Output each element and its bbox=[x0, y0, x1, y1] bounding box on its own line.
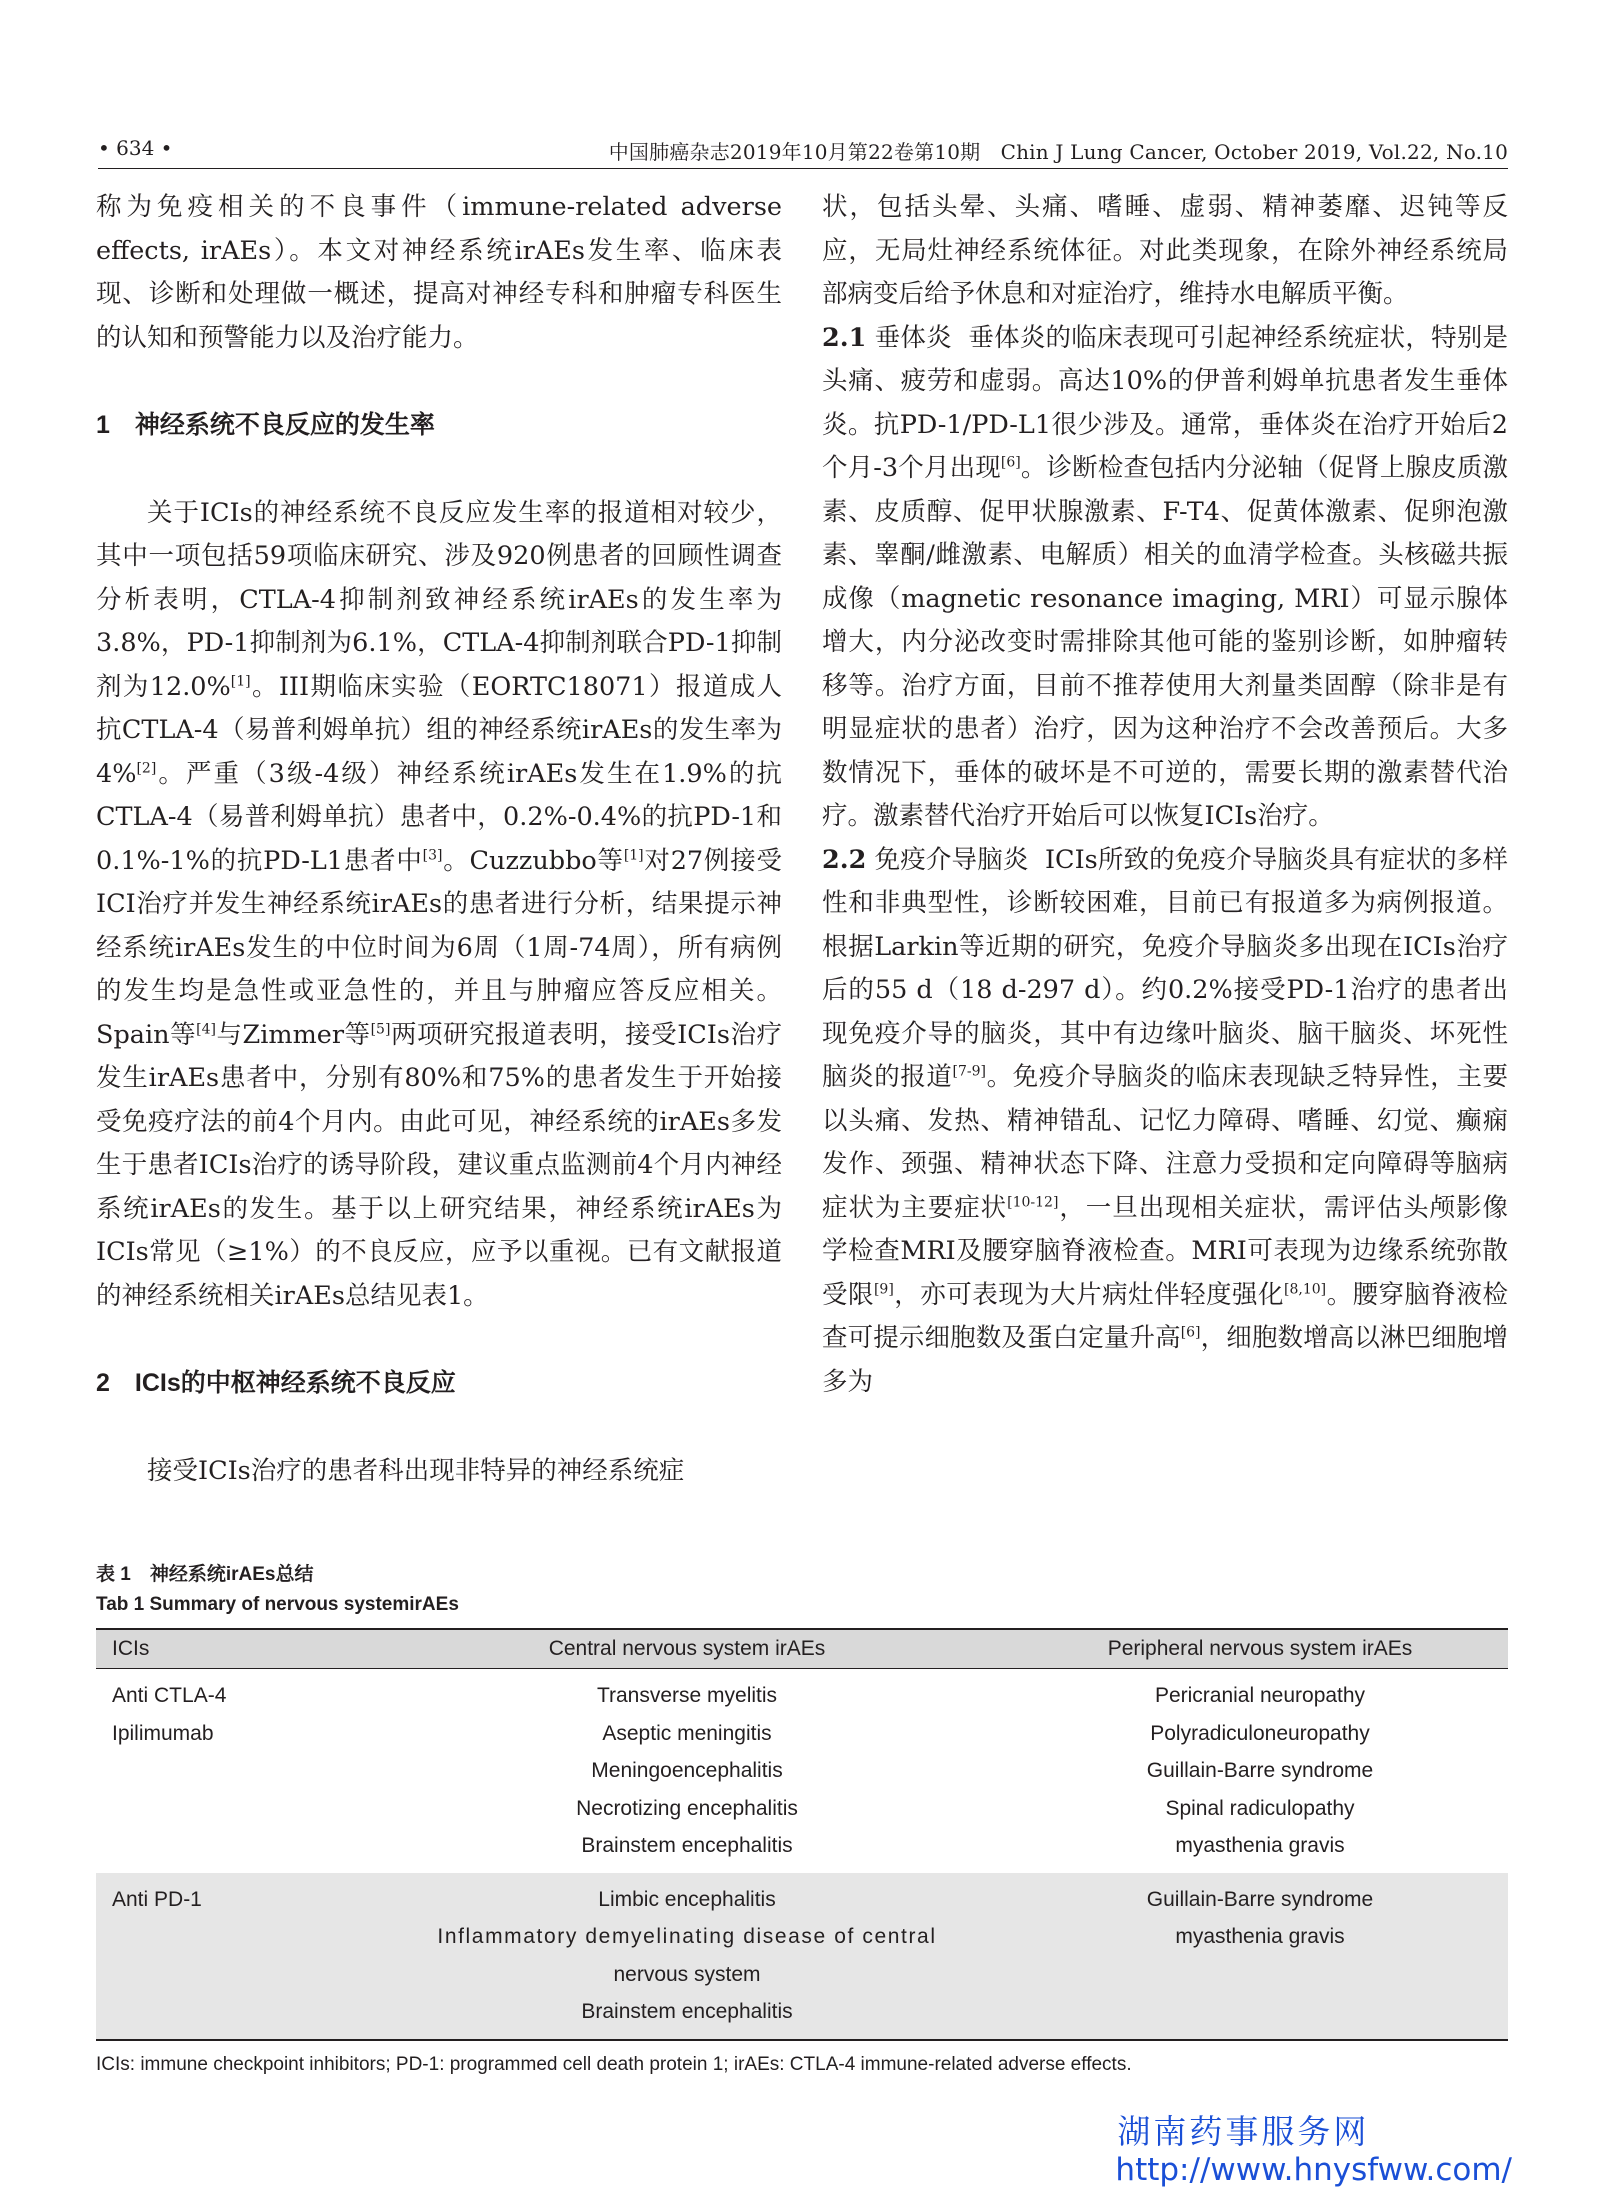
header-icis: ICIs bbox=[112, 1637, 150, 1660]
subsection-number: 2.1 bbox=[822, 322, 867, 353]
right-column bbox=[822, 186, 1508, 1404]
journal-citation: 中国肺癌杂志2019年10月第22卷第10期 Chin J Lung Cancer, October 2019, Vol.22, No.10 bbox=[608, 140, 1508, 164]
section-2-paragraph: 接受ICIs治疗的患者科出现非特异的神经系统症 bbox=[147, 1455, 685, 1486]
citation-ref[interactable]: [1] bbox=[230, 673, 251, 689]
watermark-site-name: 湖南药事服务网 bbox=[1117, 2112, 1370, 2151]
summary-table bbox=[96, 1628, 1508, 2041]
intro-paragraph: 称为免疫相关的不良事件（immune-related adverse effects, irAEs）。本文对神经系统irAEs发生率、临床表现、诊断和处理做一概述，提高对神经专科和肿瘤专科医生的认知和预警能力以及治疗能力。 bbox=[96, 192, 782, 353]
table-footnote: ICIs: immune checkpoint inhibitors; PD-1: programmed cell death protein 1; irAEs: CTLA-4 immune-related adverse effects. bbox=[96, 2053, 1132, 2075]
citation-ref[interactable]: [6] bbox=[1000, 454, 1021, 471]
citation-ref[interactable]: [6] bbox=[1180, 1324, 1201, 1341]
citation-ref[interactable]: [4] bbox=[196, 1021, 216, 1037]
table-header-row bbox=[96, 1629, 1508, 1669]
citation-ref[interactable]: [7-9] bbox=[952, 1063, 986, 1080]
icis-cell: Anti PD-1 bbox=[112, 1887, 202, 1911]
table-row bbox=[96, 1873, 1508, 2040]
table-1 bbox=[96, 1560, 1508, 2079]
subsection-2-2: 2.2 免疫介导脑炎 ICIs所致的免疫介导脑炎具有症状的多样性和非典型性，诊断较困难，目前已有报道多为病例报道。根据Larkin等近期的研究，免疫介导脑炎多出现在ICIs治疗后的55 d（18 d-297 d）。约0.2%接受PD-1治疗的患者出现免疫介导的脑炎，其中有边缘叶脑炎、脑干脑炎、坏死性脑炎的报道[7-9]。免疫介导脑炎的临床表现缺乏特异性，主要以头痛、发热、精神错乱、记忆力障碍、嗜睡、幻觉、癫痫发作、颈强、精神状态下降、注意力受损和定向障碍等脑病症状为主要症状[10-12]，一旦出现相关症状，需评估头颅影像学检查MRI及腰穿脑脊液检查。MRI可表现为边缘系统弥散受限[9]，亦可表现为大片病灶伴轻度强化[8,10]。腰穿脑脊液检查可提示细胞数及蛋白定量升高[6]，细胞数增高以淋巴细胞增多为 bbox=[822, 844, 1508, 1397]
peripheral-cell: Guillain-Barre syndrome myasthenia gravis bbox=[1146, 1887, 1374, 1948]
subsection-title: 垂体炎 bbox=[874, 322, 952, 353]
header-rule bbox=[98, 168, 1508, 169]
subsection-2-1: 2.1 垂体炎 垂体炎的临床表现可引起神经系统症状，特别是头痛、疲劳和虚弱。高达10%的伊普利姆单抗患者发生垂体炎。抗PD-1/PD-L1很少涉及。通常，垂体炎在治疗开始后2个月-3个月出现[6]。诊断检查包括内分泌轴（促肾上腺皮质激素、皮质醇、促甲状腺激素、F-T4、促黄体激素、促卵泡激素、睾酮/雌激素、电解质）相关的血清学检查。头核磁共振成像（magnetic resonance imaging, MRI）可显示腺体增大，内分泌改变时需排除其他可能的鉴别诊断，如肿瘤转移等。治疗方面，目前不推荐使用大剂量类固醇（除非是有明显症状的患者）治疗，因为这种治疗不会改善预后。大多数情况下，垂体的破坏是不可逆的，需要长期的激素替代治疗。激素替代治疗开始后可以恢复ICIs治疗。 bbox=[822, 322, 1508, 831]
left-column bbox=[96, 186, 782, 1493]
section-1-heading: 1 神经系统不良反应的发生率 bbox=[96, 411, 435, 439]
citation-ref[interactable]: [1] bbox=[623, 847, 644, 863]
peripheral-cell: Pericranial neuropathy Polyradiculoneuropathy Guillain-Barre syndrome Spinal radiculopathy myasthenia gravis bbox=[1146, 1684, 1374, 1857]
icis-cell: Anti CTLA-4 Ipilimumab bbox=[112, 1684, 227, 1745]
citation-ref[interactable]: [5] bbox=[370, 1021, 391, 1037]
central-cell: Transverse myelitis Aseptic meningitis Meningoencephalitis Necrotizing encephalitis Brainstem encephalitis bbox=[576, 1684, 798, 1857]
citation-ref[interactable]: [3] bbox=[422, 847, 443, 863]
citation-ref[interactable]: [2] bbox=[136, 760, 157, 776]
citation-ref[interactable]: [9] bbox=[873, 1281, 894, 1297]
watermark-url[interactable]: http://www.hnysfww.com/ bbox=[1115, 2152, 1512, 2188]
subsection-number: 2.2 bbox=[822, 844, 867, 875]
table-caption-en: Tab 1 Summary of nervous systemirAEs bbox=[96, 1594, 459, 1615]
watermark bbox=[1115, 2112, 1512, 2188]
citation-ref[interactable]: [8,10] bbox=[1284, 1281, 1327, 1297]
table-caption-cn: 表 1 神经系统irAEs总结 bbox=[96, 1564, 314, 1585]
table-row bbox=[96, 1669, 1508, 1873]
running-header bbox=[98, 136, 1508, 164]
subsection-title: 免疫介导脑炎 bbox=[874, 844, 1029, 875]
citation-ref[interactable]: [10-12] bbox=[1007, 1194, 1059, 1210]
page-number: • 634 • bbox=[98, 136, 173, 160]
section-1-paragraph: 关于ICIs的神经系统不良反应发生率的报道相对较少，其中一项包括59项临床研究、涉及920例患者的回顾性调查分析表明，CTLA-4抑制剂致神经系统irAEs的发生率为3.8%，PD-1抑制剂为6.1%，CTLA-4抑制剂联合PD-1抑制剂为12.0%[1]。III期临床实验（EORTC18071）报道成人抗CTLA-4（易普利姆单抗）组的神经系统irAEs的发生率为4%[2]。严重（3级-4级）神经系统irAEs发生在1.9%的抗CTLA-4（易普利姆单抗）患者中，0.2%-0.4%的抗PD-1和0.1%-1%的抗PD-L1患者中[3]。Cuzzubbo等[1]对27例接受ICI治疗并发生神经系统irAEs的患者进行分析，结果提示神经系统irAEs发生的中位时间为6周（1周-74周），所有病例的发生均是急性或亚急性的，并且与肿瘤应答反应相关。Spain等[4]与Zimmer等[5]两项研究报道表明，接受ICIs治疗发生irAEs患者中，分别有80%和75%的患者发生于开始接受免疫疗法的前4个月内。由此可见，神经系统的irAEs多发生于患者ICIs治疗的诱导阶段，建议重点监测前4个月内神经系统irAEs的发生。基于以上研究结果，神经系统irAEs为ICIs常见（≥1%）的不良反应，应予以重视。已有文献报道的神经系统相关irAEs总结见表1。 bbox=[96, 497, 782, 1311]
continued-paragraph: 状，包括头晕、头痛、嗜睡、虚弱、精神萎靡、迟钝等反应，无局灶神经系统体征。对此类现象，在除外神经系统局部病变后给予休息和对症治疗，维持水电解质平衡。 bbox=[822, 192, 1508, 309]
header-central: Central nervous system irAEs bbox=[548, 1637, 826, 1660]
header-peripheral: Peripheral nervous system irAEs bbox=[1107, 1637, 1413, 1660]
section-2-heading: 2 ICIs的中枢神经系统不良反应 bbox=[96, 1369, 456, 1397]
central-cell: Limbic encephalitis Inflammatory demyelinating disease of central nervous system Brainstem encephalitis bbox=[437, 1887, 937, 2023]
